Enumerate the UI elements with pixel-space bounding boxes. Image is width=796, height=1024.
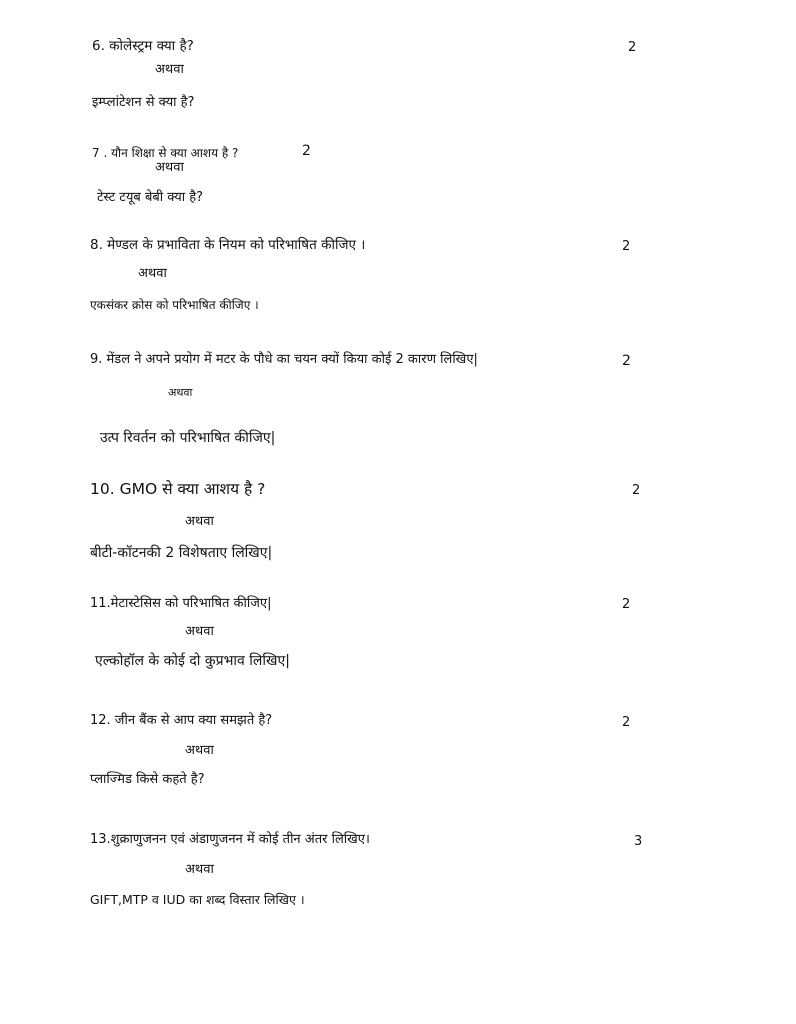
marks-12: 2 xyxy=(622,715,631,730)
marks-8: 2 xyxy=(622,239,631,254)
question-13: 13.शुक्राणुजनन एवं अंडाणुजनन में कोई तीन अंतर लिखिए। xyxy=(90,832,370,847)
alternative-10: बीटी-कॉटनकी 2 विशेषताए लिखिए| xyxy=(90,545,273,561)
or-6: अथवा xyxy=(155,62,184,77)
question-11: 11.मेटास्टेसिस को परिभाषित कीजिए| xyxy=(90,596,272,611)
alternative-6: इम्प्लांटेशन से क्या है? xyxy=(92,95,195,110)
alternative-8: एकसंकर क्रोस को परिभाषित कीजिए । xyxy=(90,298,259,312)
or-9: अथवा xyxy=(168,386,193,399)
question-8: 8. मेण्डल के प्रभाविता के नियम को परिभाषित कीजिए । xyxy=(90,237,366,253)
marks-10: 2 xyxy=(632,483,641,498)
marks-11: 2 xyxy=(622,597,631,612)
or-13: अथवा xyxy=(185,862,214,877)
alternative-7: टेस्ट टयूब बेबी क्या है? xyxy=(97,190,204,205)
or-10: अथवा xyxy=(185,514,214,529)
question-10: 10. GMO से क्या आशय है ? xyxy=(90,480,266,498)
marks-6: 2 xyxy=(628,40,637,55)
question-9: 9. मेंडल ने अपने प्रयोग में मटर के पौधे का चयन क्यों किया कोई 2 कारण लिखिए| xyxy=(90,352,478,367)
or-8: अथवा xyxy=(138,266,167,281)
alternative-12: प्लाज्मिड किसे कहते है? xyxy=(90,772,205,787)
question-12: 12. जीन बैंक से आप क्या समझते है? xyxy=(90,713,273,728)
marks-7: 2 xyxy=(302,143,311,159)
alternative-11: एल्कोहॉल के कोई दो कुप्रभाव लिखिए| xyxy=(95,653,290,669)
or-11: अथवा xyxy=(185,624,214,639)
alternative-13: GIFT,MTP व IUD का शब्द विस्तार लिखिए । xyxy=(90,892,305,907)
alternative-9: उत्प रिवर्तन को परिभाषित कीजिए| xyxy=(100,430,276,446)
or-12: अथवा xyxy=(185,743,214,758)
marks-9: 2 xyxy=(622,353,631,369)
question-6: 6. कोलेस्ट्रम क्या है? xyxy=(92,38,194,54)
marks-13: 3 xyxy=(634,834,643,849)
or-7: अथवा xyxy=(155,160,184,175)
question-7: 7 . यौन शिक्षा से क्या आशय है ? xyxy=(92,146,239,160)
